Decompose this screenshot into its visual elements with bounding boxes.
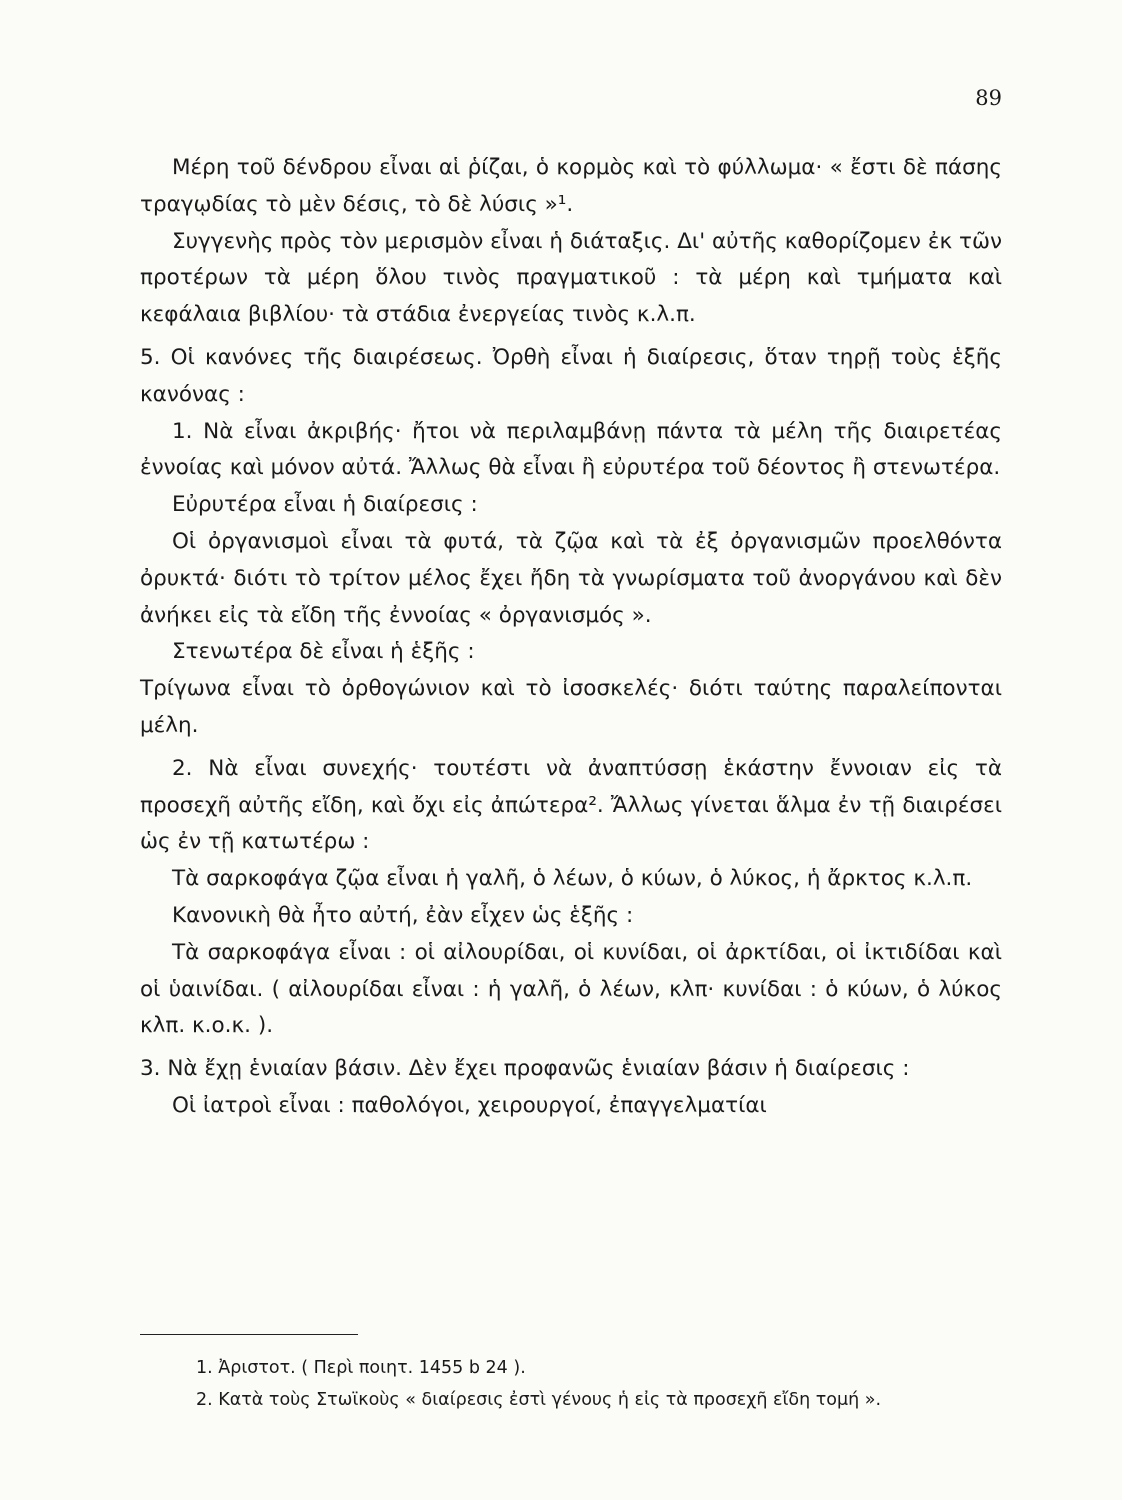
footnotes [196, 1352, 1016, 1416]
paragraph-narrower-division: Στενωτέρα δὲ εἶναι ἡ ἑξῆς : [172, 639, 475, 665]
example-doctors: Οἱ ἰατροὶ εἶναι : παθολόγοι, χειρουργοί, ἐπαγγελματίαι [172, 1092, 767, 1118]
page-number: 89 [975, 86, 1002, 110]
rule-2-continuous: 2. Νὰ εἶναι συνεχής· τουτέστι νὰ ἀναπτύσσῃ ἑκάστην ἔννοιαν εἰς τὰ προσεχῆ αὐτῆς εἴδη, καὶ ὄχι εἰς ἀπώτερα². Ἄλλως γίνεται ἅλμα ἐν τῇ διαιρέσει ὡς ἐν τῇ κατωτέρω : [140, 755, 1002, 855]
example-carnivores: Τὰ σαρκοφάγα ζῷα εἶναι ἡ γαλῆ, ὁ λέων, ὁ κύων, ὁ λύκος, ἡ ἄρκτος κ.λ.π. [172, 866, 973, 892]
rule-3-uniform-basis: 3. Νὰ ἔχῃ ἑνιαίαν βάσιν. Δὲν ἔχει προφανῶς ἑνιαίαν βάσιν ἡ διαίρεσις : [140, 1056, 910, 1082]
footnote-1: 1. Ἀριστοτ. ( Περὶ ποιητ. 1455 b 24 ). [196, 1358, 526, 1378]
footnote-rule [140, 1334, 358, 1335]
example-carnivore-families: Τὰ σαρκοφάγα εἶναι : οἱ αἰλουρίδαι, οἱ κυνίδαι, οἱ ἀρκτίδαι, οἱ ἰκτιδίδαι καὶ οἱ ὑαινίδαι. ( αἰλουρίδαι εἶναι : ἡ γαλῆ, ὁ λέων, κλπ· κυνίδαι : ὁ κύων, ὁ λύκος κλπ. κ.ο.κ. ). [140, 939, 1002, 1039]
section-heading-rules-of-division: 5. Οἱ κανόνες τῆς διαιρέσεως. Ὀρθὴ εἶναι ἡ διαίρεσις, ὅταν τηρῇ τοὺς ἑξῆς κανόνας : [140, 344, 1002, 407]
rule-1-accurate: 1. Νὰ εἶναι ἀκριβής· ἤτοι νὰ περιλαμβάνῃ πάντα τὰ μέλη τῆς διαιρετέας ἐννοίας καὶ μόνον αὐτά. Ἄλλως θὰ εἶναι ἢ εὐρυτέρα τοῦ δέοντος ἢ στενωτέρα. [140, 418, 1002, 481]
paragraph-correct-form: Κανονικὴ θὰ ἦτο αὐτή, ἐὰν εἶχεν ὡς ἑξῆς : [172, 902, 634, 928]
paragraph-tree-parts: Μέρη τοῦ δένδρου εἶναι αἱ ῥίζαι, ὁ κορμὸς καὶ τὸ φύλλωμα· « ἔστι δὲ πάσης τραγῳδίας τὸ μὲν δέσις, τὸ δὲ λύσις »¹. [140, 155, 1002, 217]
body-text [140, 150, 1002, 1125]
footnote-2: 2. Κατὰ τοὺς Στωϊκοὺς « διαίρεσις ἐστὶ γένους ἡ εἰς τὰ προσεχῆ εἴδη τομή ». [196, 1390, 882, 1410]
example-organisms: Οἱ ὀργανισμοὶ εἶναι τὰ φυτά, τὰ ζῷα καὶ τὰ ἐξ ὀργανισμῶν προελθόντα ὀρυκτά· διότι τὸ τρίτον μέλος ἔχει ἤδη τὰ γνωρίσματα τοῦ ἀνοργάνου καὶ δὲν ἀνήκει εἰς τὰ εἴδη τῆς ἐννοίας « ὀργανισμός ». [140, 528, 1002, 628]
paragraph-arrangement: Συγγενὴς πρὸς τὸν μερισμὸν εἶναι ἡ διάταξις. Δι' αὐτῆς καθορίζομεν ἐκ τῶν προτέρων τὰ μέρη ὅλου τινὸς πραγματικοῦ : τὰ μέρη καὶ τμήματα καὶ κεφάλαια βιβλίου· τὰ στάδια ἐνεργείας τινὸς κ.λ.π. [140, 228, 1002, 328]
paragraph-wider-division: Εὐρυτέρα εἶναι ἡ διαίρεσις : [172, 492, 478, 518]
example-triangles: Τρίγωνα εἶναι τὸ ὀρθογώνιον καὶ τὸ ἰσοσκελές· διότι ταύτης παραλείπονται μέλη. [140, 676, 1002, 738]
